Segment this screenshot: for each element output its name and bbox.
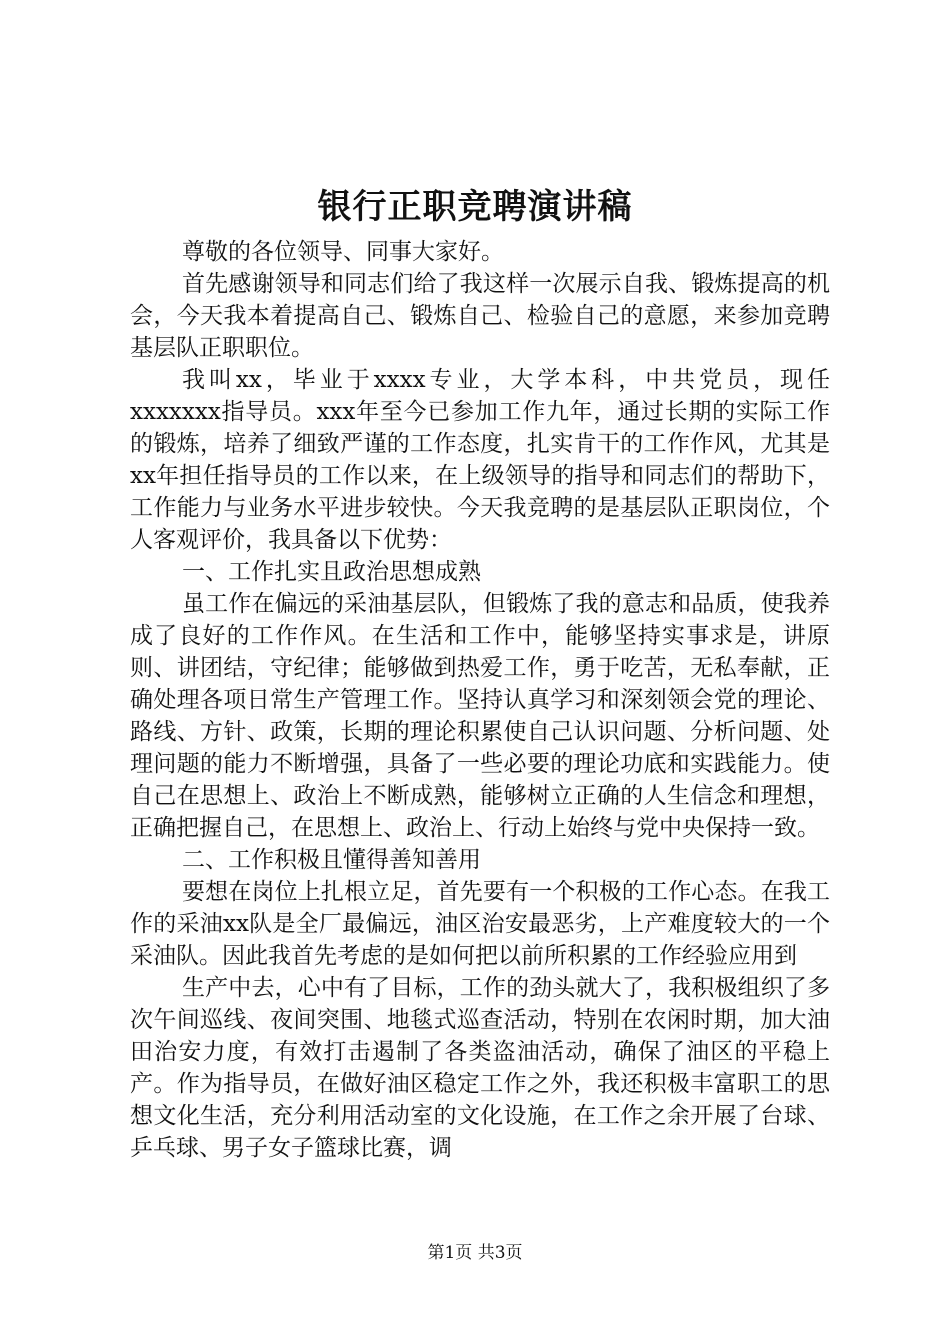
document-title: 银行正职竞聘演讲稿 [317,187,633,227]
section-2-paragraph: 要想在岗位上扎根立足，首先要有一个积极的工作心态。在我工作的采油xx队是全厂最偏远，油区治安最恶劣，上产难度较大的一个采油队。因此我首先考虑的是如何把以前所积累的工作经验应用到 [130,879,830,969]
document-body [130,236,830,1164]
intro-paragraph: 首先感谢领导和同志们给了我这样一次展示自我、锻炼提高的机会，今天我本着提高自己、锻炼自己、检验自己的意愿，来参加竞聘基层队正职职位。 [130,271,830,361]
section-1-paragraph: 虽工作在偏远的采油基层队，但锻炼了我的意志和品质，使我养成了良好的工作作风。在生活和工作中，能够坚持实事求是，讲原则、讲团结，守纪律；能够做到热爱工作，勇于吃苦，无私奉献，正确处理各项日常生产管理工作。坚持认真学习和深刻领会党的理论、路线、方针、政策，长期的理论积累使自己认识问题、分析问题、处理问题的能力不断增强，具备了一些必要的理论功底和实践能力。使自己在思想上、政治上不断成熟，能够树立正确的人生信念和理想，正确把握自己，在思想上、政治上、行动上始终与党中央保持一致。 [130,591,830,841]
section-heading-2: 二、工作积极且懂得善知善用 [182,847,481,873]
section-heading-1: 一、工作扎实且政治思想成熟 [182,559,481,585]
background-paragraph: 我叫xx，毕业于xxxx专业，大学本科，中共党员，现任xxxxxxx指导员。xxx年至今已参加工作九年，通过长期的实际工作的锻炼，培养了细致严谨的工作态度，扎实肯干的工作作风，尤其是xx年担任指导员的工作以来，在上级领导的指导和同志们的帮助下，工作能力与业务水平进步较快。今天我竞聘的是基层队正职岗位，个人客观评价，我具备以下优势： [130,367,830,553]
greeting-paragraph: 尊敬的各位领导、同事大家好。 [182,239,504,265]
section-2-continuation-paragraph: 生产中去，心中有了目标，工作的劲头就大了，我积极组织了多次午间巡线、夜间突围、地毯式巡查活动，特别在农闲时期，加大油田治安力度，有效打击遏制了各类盗油活动，确保了油区的平稳上产。作为指导员，在做好油区稳定工作之外，我还积极丰富职工的思想文化生活，充分利用活动室的文化设施，在工作之余开展了台球、乒乓球、男子女子篮球比赛，调 [130,975,830,1161]
page-footer: 第1页 共3页 [427,1243,523,1263]
